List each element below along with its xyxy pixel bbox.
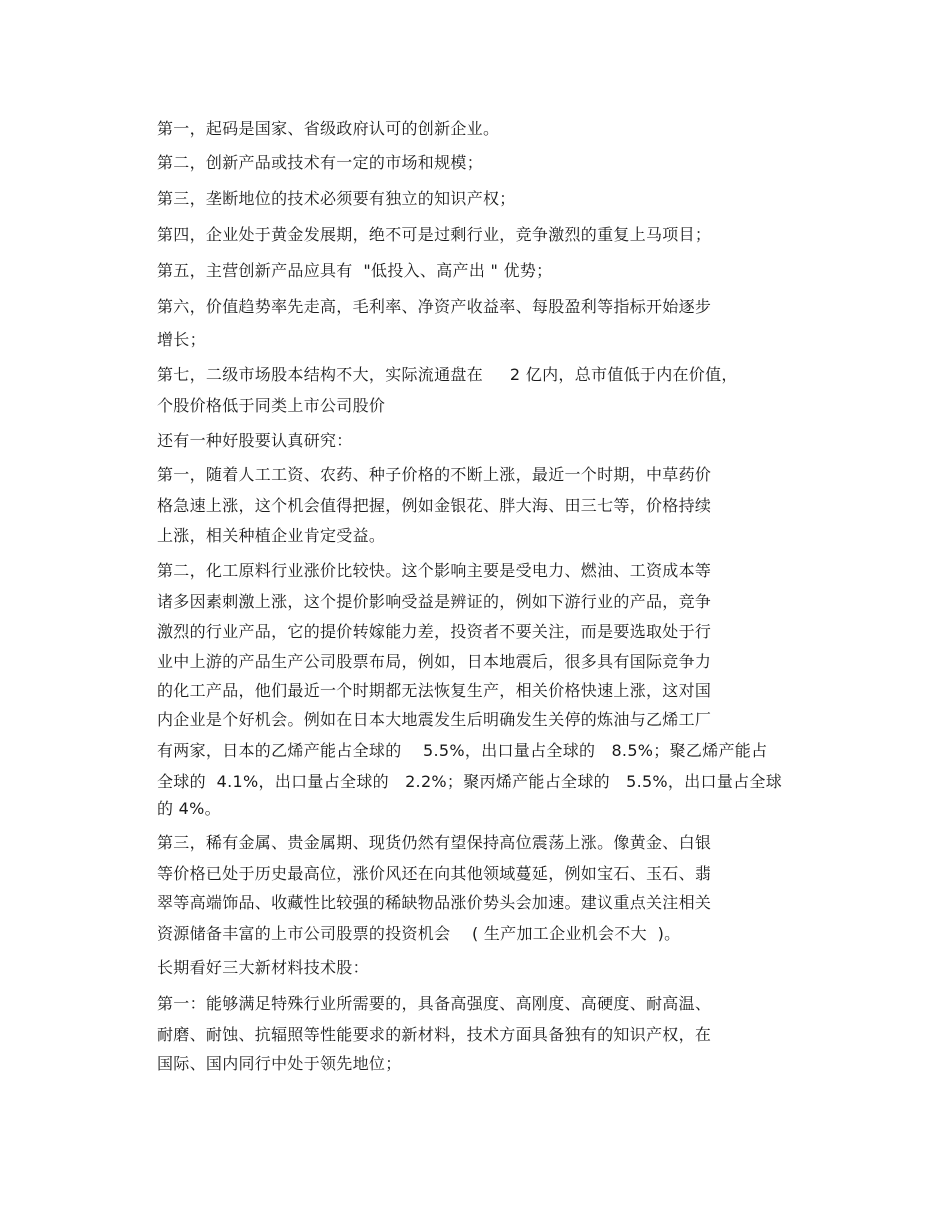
text-line: 的 4%。	[157, 799, 221, 818]
text-line: 第一，起码是国家、省级政府认可的创新企业。	[157, 119, 500, 138]
text-line: 等价格已处于历史最高位，涨价风还在向其他领域蔓延，例如宝石、玉石、翡	[157, 864, 712, 883]
text-line: 还有一种好股要认真研究：	[157, 431, 353, 450]
text-line: 第三，稀有金属、贵金属期、现货仍然有望保持高位震荡上涨。像黄金、白银	[157, 833, 712, 852]
text-line: 业中上游的产品生产公司股票布局，例如，日本地震后，很多具有国际竞争力	[157, 652, 712, 671]
text-line: 第五，主营创新产品应具有 "低投入、高产出 " 优势；	[157, 261, 553, 280]
text-line: 第三，垄断地位的技术必须要有独立的知识产权；	[157, 189, 516, 208]
text-line: 第二，创新产品或技术有一定的市场和规模；	[157, 153, 484, 172]
text-line: 资源储备丰富的上市公司股票的投资机会 ( 生产加工企业机会不大 )。	[157, 924, 681, 943]
text-line: 的化工产品，他们最近一个时期都无法恢复生产，相关价格快速上涨，这对国	[157, 681, 712, 700]
text-line: 上涨，相关种植企业肯定受益。	[157, 526, 386, 545]
text-line: 长期看好三大新材料技术股：	[157, 958, 369, 977]
text-line: 国际、国内同行中处于领先地位；	[157, 1054, 402, 1073]
text-line: 格急速上涨，这个机会值得把握，例如金银花、胖大海、田三七等，价格持续	[157, 496, 712, 515]
text-line: 第七，二级市场股本结构不大，实际流通盘在 2 亿内，总市值低于内在价值，	[157, 365, 738, 384]
text-line: 第一：能够满足特殊行业所需要的，具备高强度、高刚度、高硬度、耐高温、	[157, 994, 712, 1013]
text-line: 增长；	[157, 330, 206, 349]
text-line: 翠等高端饰品、收藏性比较强的稀缺物品涨价势头会加速。建议重点关注相关	[157, 893, 712, 912]
text-line: 第二，化工原料行业涨价比较快。这个影响主要是受电力、燃油、工资成本等	[157, 561, 712, 580]
text-line: 激烈的行业产品，它的提价转嫁能力差，投资者不要关注，而是要选取处于行	[157, 622, 712, 641]
text-line: 诸多因素刺激上涨，这个提价影响受益是辨证的，例如下游行业的产品，竞争	[157, 592, 712, 611]
text-line: 第四，企业处于黄金发展期，绝不可是过剩行业，竞争激烈的重复上马项目；	[157, 225, 712, 244]
text-line: 第六，价值趋势率先走高，毛利率、净资产收益率、每股盈利等指标开始逐步	[157, 297, 712, 316]
text-line: 全球的 4.1%，出口量占全球的 2.2%；聚丙烯产能占全球的 5.5%，出口量占全球	[157, 772, 783, 791]
text-line: 个股价格低于同类上市公司股价	[157, 396, 386, 415]
text-line: 内企业是个好机会。例如在日本大地震发生后明确发生关停的炼油与乙烯工厂	[157, 710, 712, 729]
text-line: 有两家，日本的乙烯产能占全球的 5.5%，出口量占全球的 8.5%；聚乙烯产能占	[157, 741, 768, 760]
text-line: 第一，随着人工工资、农药、种子价格的不断上涨，最近一个时期，中草药价	[157, 465, 712, 484]
text-line: 耐磨、耐蚀、抗辐照等性能要求的新材料，技术方面具备独有的知识产权，在	[157, 1025, 712, 1044]
